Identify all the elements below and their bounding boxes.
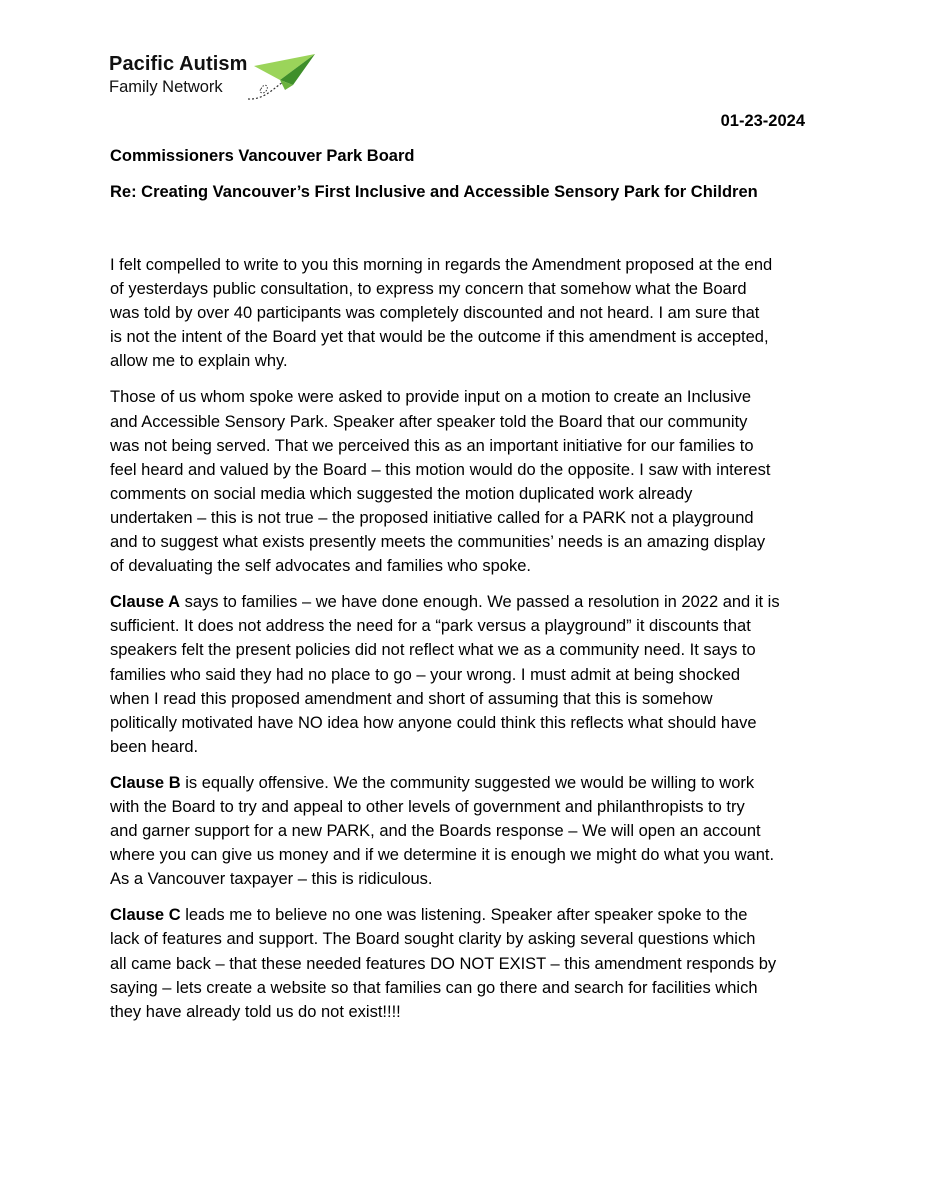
paragraph-first-line <box>110 771 832 795</box>
paragraph-line: and to suggest what exists presently meets the communities’ needs is an amazing display <box>110 533 766 552</box>
paragraph-line: they have already told us do not exist!!!! <box>110 1002 401 1021</box>
paper-plane-icon <box>239 52 329 102</box>
clause-c-label: Clause C <box>110 906 181 925</box>
paragraph-line: with the Board to try and appeal to other levels of government and philanthropists to try <box>110 797 745 816</box>
paragraph-context <box>110 385 832 578</box>
letter-subject: Re: Creating Vancouver’s First Inclusive and Accessible Sensory Park for Children <box>110 183 758 201</box>
paragraph-first-line <box>110 903 832 927</box>
letter-recipient: Commissioners Vancouver Park Board <box>110 147 415 165</box>
paragraph-line: when I read this proposed amendment and short of assuming that this is somehow <box>110 689 713 708</box>
paragraph-line: of yesterdays public consultation, to express my concern that somehow what the Board <box>110 280 747 299</box>
letter-date: 01-23-2024 <box>720 112 805 130</box>
paragraph-line: feel heard and valued by the Board – this motion would do the opposite. I saw with interest <box>110 460 771 479</box>
paragraph-clause-a <box>110 590 832 759</box>
paragraph-line: of devaluating the self advocates and families who spoke. <box>110 557 532 576</box>
paragraph-line: saying – lets create a website so that families can go there and search for facilities which <box>110 978 758 997</box>
paragraph-line: Those of us whom spoke were asked to provide input on a motion to create an Inclusive <box>110 388 752 407</box>
paragraph-line: all came back – that these needed features DO NOT EXIST – this amendment responds by <box>110 954 777 973</box>
paragraph-first-line <box>110 590 832 614</box>
paragraph-line: is not the intent of the Board yet that would be the outcome if this amendment is accepted, <box>110 328 769 347</box>
paragraph-line: families who said they had no place to go – your wrong. I must admit at being shocked <box>110 665 741 684</box>
clause-b-first-line-text: is equally offensive. We the community suggested we would be willing to work <box>180 773 755 792</box>
clause-b-label: Clause B <box>110 773 181 792</box>
paragraph-line: sufficient. It does not address the need for a “park versus a playground” it discounts that <box>110 617 751 636</box>
paragraph-clause-b <box>110 771 832 891</box>
paragraph-line: been heard. <box>110 737 199 756</box>
paragraph-clause-c <box>110 903 832 1023</box>
letter-body <box>110 253 832 1036</box>
paragraph-line: speakers felt the present policies did not reflect what we as a community need. It says to <box>110 641 756 660</box>
organization-logo <box>109 52 324 110</box>
paragraph-line: was not being served. That we perceived this as an important initiative for our families to <box>110 436 754 455</box>
paragraph-line: I felt compelled to write to you this morning in regards the Amendment proposed at the end <box>110 256 773 274</box>
paragraph-line: and garner support for a new PARK, and the Boards response – We will open an account <box>110 822 761 841</box>
paragraph-line: undertaken – this is not true – the proposed initiative called for a PARK not a playground <box>110 508 754 527</box>
logo-name-line2: Family Network <box>109 78 223 96</box>
paragraph-line: allow me to explain why. <box>110 352 288 371</box>
clause-a-label: Clause A <box>110 593 180 612</box>
paragraph-line: As a Vancouver taxpayer – this is ridiculous. <box>110 870 433 889</box>
paragraph-line: and Accessible Sensory Park. Speaker after speaker told the Board that our community <box>110 412 748 431</box>
paragraph-line: where you can give us money and if we determine it is enough we might do what you want. <box>110 846 775 865</box>
clause-a-first-line-text: says to families – we have done enough. We passed a resolution in 2022 and it is <box>180 593 780 612</box>
clause-c-first-line-text: leads me to believe no one was listening. Speaker after speaker spoke to the <box>180 906 748 925</box>
paragraph-intro <box>110 253 832 373</box>
paragraph-line: politically motivated have NO idea how anyone could think this reflects what should have <box>110 713 757 732</box>
paragraph-line: comments on social media which suggested the motion duplicated work already <box>110 484 693 503</box>
paragraph-line: was told by over 40 participants was completely discounted and not heard. I am sure that <box>110 304 760 323</box>
paragraph-line: lack of features and support. The Board sought clarity by asking several questions which <box>110 930 756 949</box>
logo-name-line1: Pacific Autism <box>109 53 248 75</box>
